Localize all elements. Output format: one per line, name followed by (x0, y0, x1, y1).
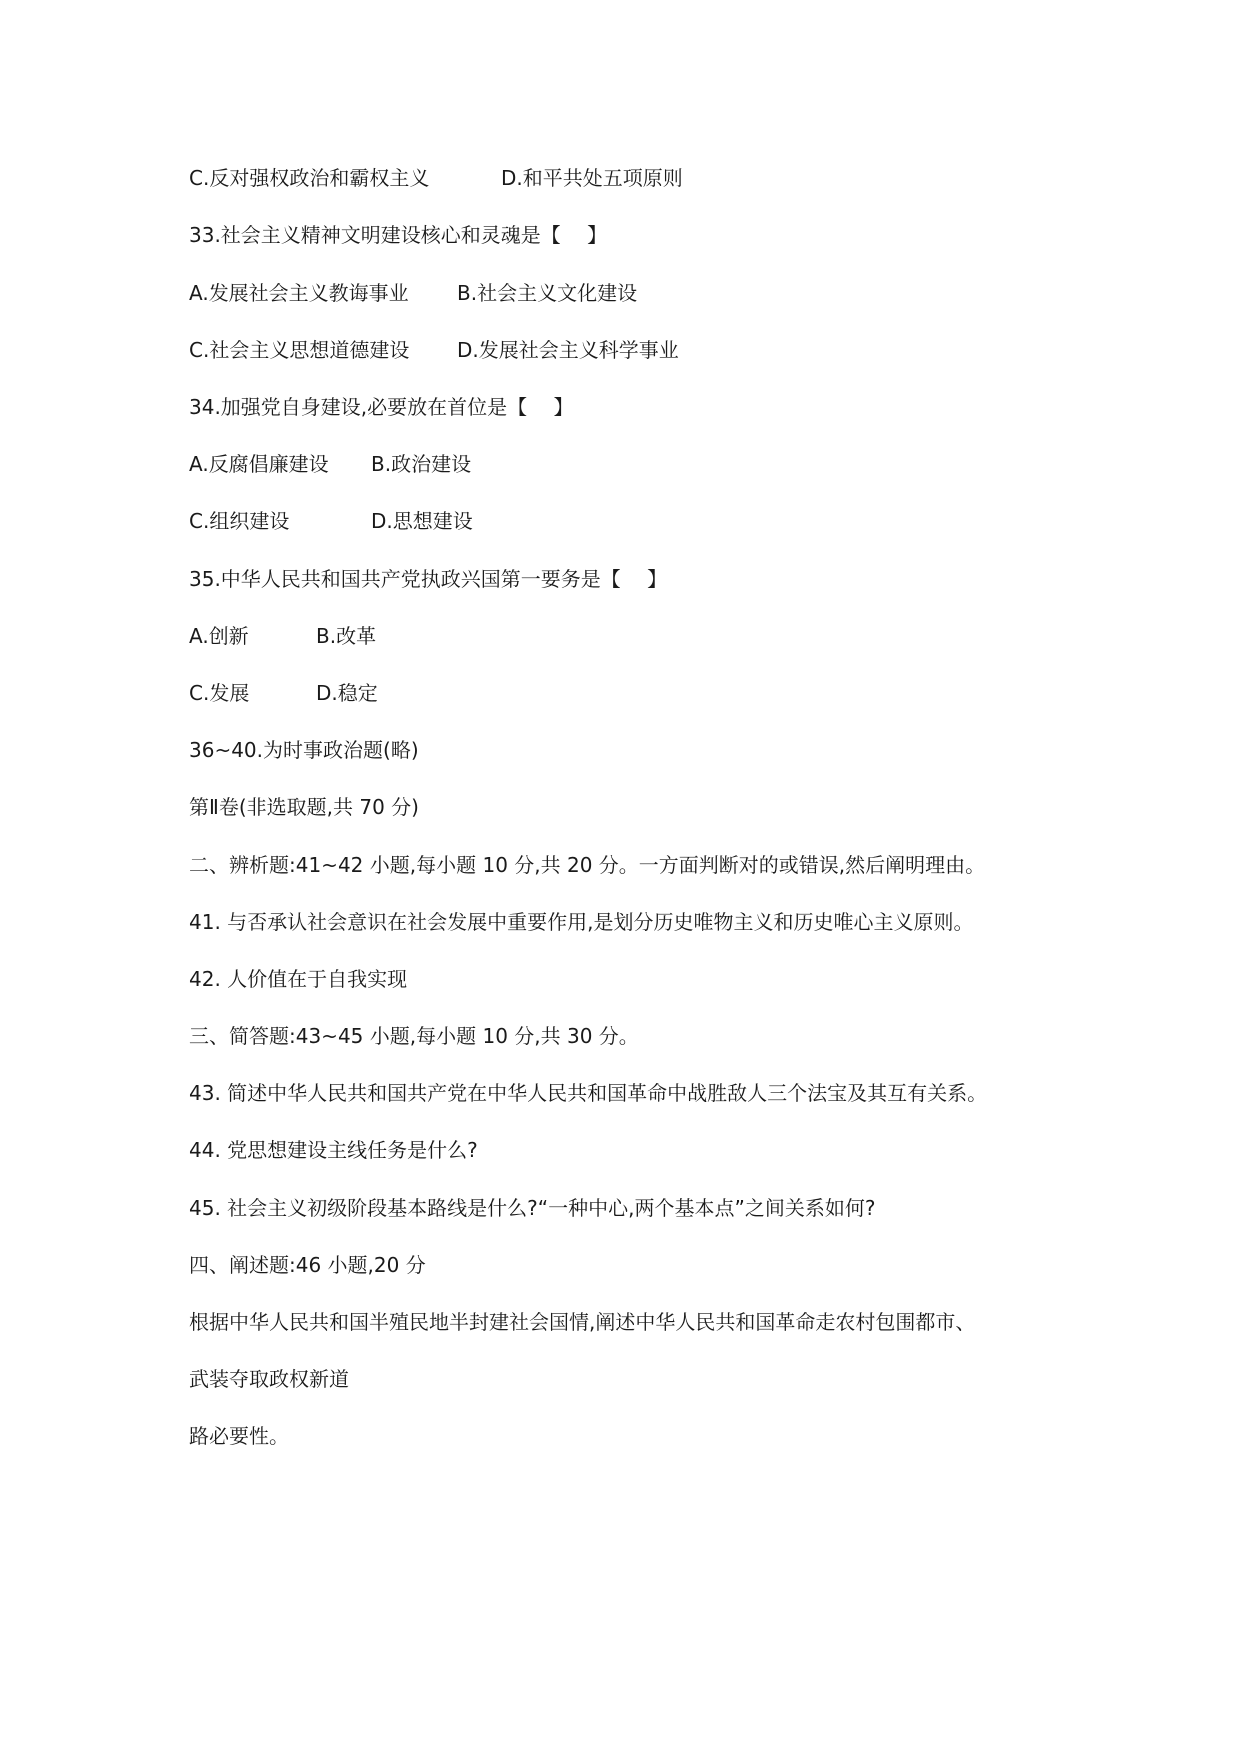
question-33: 33.社会主义精神文明建设核心和灵魂是【 】 (189, 223, 608, 247)
option-c: C.组织建设 (189, 509, 290, 533)
section-2-heading: 二、辨析题:41~42 小题,每小题 10 分,共 20 分。一方面判断对的或错误,然后阐明理由。 (189, 853, 986, 877)
q34-options-ab (189, 450, 471, 478)
q32-options-cd (189, 164, 683, 192)
question-34: 34.加强党自身建设,必要放在首位是【 】 (189, 395, 574, 419)
question-46-line-1: 根据中华人民共和国半殖民地半封建社会国情,阐述中华人民共和国革命走农村包围都市、 (189, 1310, 976, 1334)
questions-36-40-note: 36~40.为时事政治题(略) (189, 738, 419, 762)
option-d: D.思想建设 (371, 509, 473, 533)
question-46-line-3: 路必要性。 (189, 1424, 289, 1448)
q33-options-ab (189, 279, 637, 307)
question-35: 35.中华人民共和国共产党执政兴国第一要务是【 】 (189, 567, 668, 591)
question-43: 43. 简述中华人民共和国共产党在中华人民共和国革命中战胜敌人三个法宝及其互有关系。 (189, 1081, 988, 1105)
part-ii-heading: 第Ⅱ卷(非选取题,共 70 分) (189, 795, 419, 819)
section-4-heading: 四、阐述题:46 小题,20 分 (189, 1253, 426, 1277)
question-42: 42. 人价值在于自我实现 (189, 967, 408, 991)
question-44: 44. 党思想建设主线任务是什么? (189, 1138, 478, 1162)
option-c: C.反对强权政治和霸权主义 (189, 166, 430, 190)
option-b: B.社会主义文化建设 (457, 281, 638, 305)
question-45: 45. 社会主义初级阶段基本路线是什么?“一种中心,两个基本点”之间关系如何? (189, 1196, 876, 1220)
section-3-heading: 三、简答题:43~45 小题,每小题 10 分,共 30 分。 (189, 1024, 639, 1048)
q35-options-ab (189, 622, 376, 650)
q34-options-cd (189, 507, 473, 535)
option-a: A.创新 (189, 624, 249, 648)
option-a: A.反腐倡廉建设 (189, 452, 329, 476)
q35-options-cd (189, 679, 378, 707)
question-46-line-2: 武装夺取政权新道 (189, 1367, 349, 1391)
option-c: C.社会主义思想道德建设 (189, 338, 410, 362)
option-c: C.发展 (189, 681, 250, 705)
option-b: B.改革 (316, 624, 377, 648)
q33-options-cd (189, 336, 679, 364)
option-b: B.政治建设 (371, 452, 472, 476)
option-d: D.稳定 (316, 681, 378, 705)
option-d: D.发展社会主义科学事业 (457, 338, 679, 362)
option-a: A.发展社会主义教诲事业 (189, 281, 409, 305)
option-d: D.和平共处五项原则 (501, 166, 683, 190)
question-41: 41. 与否承认社会意识在社会发展中重要作用,是划分历史唯物主义和历史唯心主义原则。 (189, 910, 974, 934)
